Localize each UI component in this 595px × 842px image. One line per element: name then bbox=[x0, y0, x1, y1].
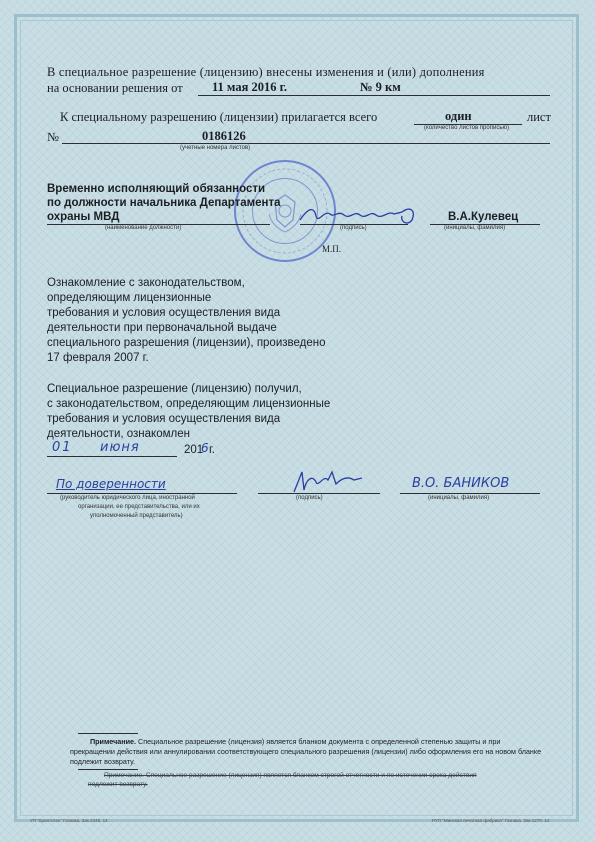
received-year-prefix: 201 bbox=[184, 444, 204, 456]
received-day: 01 bbox=[52, 440, 73, 455]
recipient-name-underline bbox=[400, 493, 540, 494]
attach-number-prefix: № bbox=[47, 130, 59, 144]
recipient-basis-underline bbox=[47, 493, 237, 494]
struck-note-label: Примечание. bbox=[104, 772, 144, 779]
received-l4: деятельности, ознакомлен bbox=[47, 428, 190, 440]
struck-note-line1 bbox=[104, 772, 477, 779]
familiar-l4: деятельности при первоначальной выдаче bbox=[47, 322, 277, 334]
note-label: Примечание. bbox=[90, 737, 137, 746]
received-l2: с законодательством, определяющим лицензионные bbox=[47, 398, 331, 410]
amend-line2-underline bbox=[198, 95, 550, 96]
recipient-signature-underline bbox=[258, 493, 380, 494]
amend-line2-prefix: на основании решения от bbox=[47, 81, 183, 95]
familiar-l3: требования и условия осуществления вида bbox=[47, 307, 281, 319]
recipient-basis-caption-l1: (руководитель юридического лица, иностранной bbox=[60, 495, 195, 501]
decision-number: № 9 км bbox=[360, 80, 401, 94]
note-text-l2: прекращении действия или аннулировании соответствующего специального разрешения (лицензии) либо оформления его на новом бланке bbox=[70, 747, 542, 756]
attach-count-caption: (количество листов прописью) bbox=[424, 125, 509, 131]
recipient-name: В.О. БАНИКОВ bbox=[412, 476, 510, 491]
note-text-l1: Специальное разрешение (лицензия) является бланком документа с определенной степенью защиты и при bbox=[138, 737, 501, 746]
attach-number-underline bbox=[62, 143, 550, 144]
received-year-suffix: г. bbox=[209, 444, 215, 456]
recipient-basis-caption-l3: уполномоченный представитель) bbox=[90, 513, 183, 519]
recipient-signature-caption: (подпись) bbox=[296, 495, 323, 501]
footer-left: УП "Криптотех" Гознака. Зак.2345. 14 bbox=[30, 818, 108, 823]
official-position-caption: (наименование должности) bbox=[105, 225, 182, 231]
familiar-l1: Ознакомление с законодательством, bbox=[47, 277, 245, 289]
official-name-caption: (инициалы, фамилия) bbox=[444, 225, 506, 231]
official-position-l1: Временно исполняющий обязанности bbox=[47, 183, 266, 195]
seal-place-label: М.П. bbox=[322, 244, 342, 254]
official-position-l3: охраны МВД bbox=[47, 211, 120, 223]
received-month: июня bbox=[100, 440, 140, 455]
struck-note-rule bbox=[78, 769, 138, 770]
attach-numbers: 0186126 bbox=[202, 129, 246, 143]
received-year-hand: 6 bbox=[201, 441, 209, 455]
familiar-l6: 17 февраля 2007 г. bbox=[47, 352, 149, 364]
recipient-signature-icon bbox=[288, 466, 368, 496]
familiar-l5: специального разрешения (лицензии), произведено bbox=[47, 337, 326, 349]
decision-date: 11 мая 2016 г. bbox=[212, 80, 288, 94]
recipient-basis: По доверенности bbox=[56, 477, 166, 491]
received-l1: Специальное разрешение (лицензию) получил, bbox=[47, 383, 302, 395]
familiar-l2: определяющим лицензионные bbox=[47, 292, 212, 304]
attach-suffix: лист bbox=[527, 110, 551, 124]
struck-note-text-l1: Специальное разрешение (лицензия) является бланком строгой отчетности и по истечении срока действия bbox=[145, 772, 477, 779]
official-name: В.А.Кулевец bbox=[448, 211, 519, 223]
attach-prefix: К специальному разрешению (лицензии) прилагается всего bbox=[60, 110, 378, 124]
note-rule bbox=[78, 733, 138, 734]
recipient-basis-caption-l2: организации, ее представительства, или их bbox=[78, 504, 200, 510]
amend-line1: В специальное разрешение (лицензию) внесены изменения и (или) дополнения bbox=[47, 65, 485, 79]
note-text-l3: подлежит возврату. bbox=[70, 757, 135, 766]
attach-numbers-caption: (учетные номера листов) bbox=[180, 145, 251, 151]
attach-count: один bbox=[445, 109, 472, 123]
received-date-underline bbox=[47, 456, 177, 457]
official-signature-caption: (подпись) bbox=[340, 225, 367, 231]
footer-right: РУП "Минская печатная фабрика" Гознака. Зак.1270. 14 bbox=[432, 818, 550, 823]
struck-note-text-l2: подлежит возврату. bbox=[88, 781, 148, 788]
received-l3: требования и условия осуществления вида bbox=[47, 413, 281, 425]
official-position-l2: по должности начальника Департамента bbox=[47, 197, 281, 209]
recipient-name-caption: (инициалы, фамилия) bbox=[428, 495, 490, 501]
note-line1 bbox=[90, 737, 500, 746]
